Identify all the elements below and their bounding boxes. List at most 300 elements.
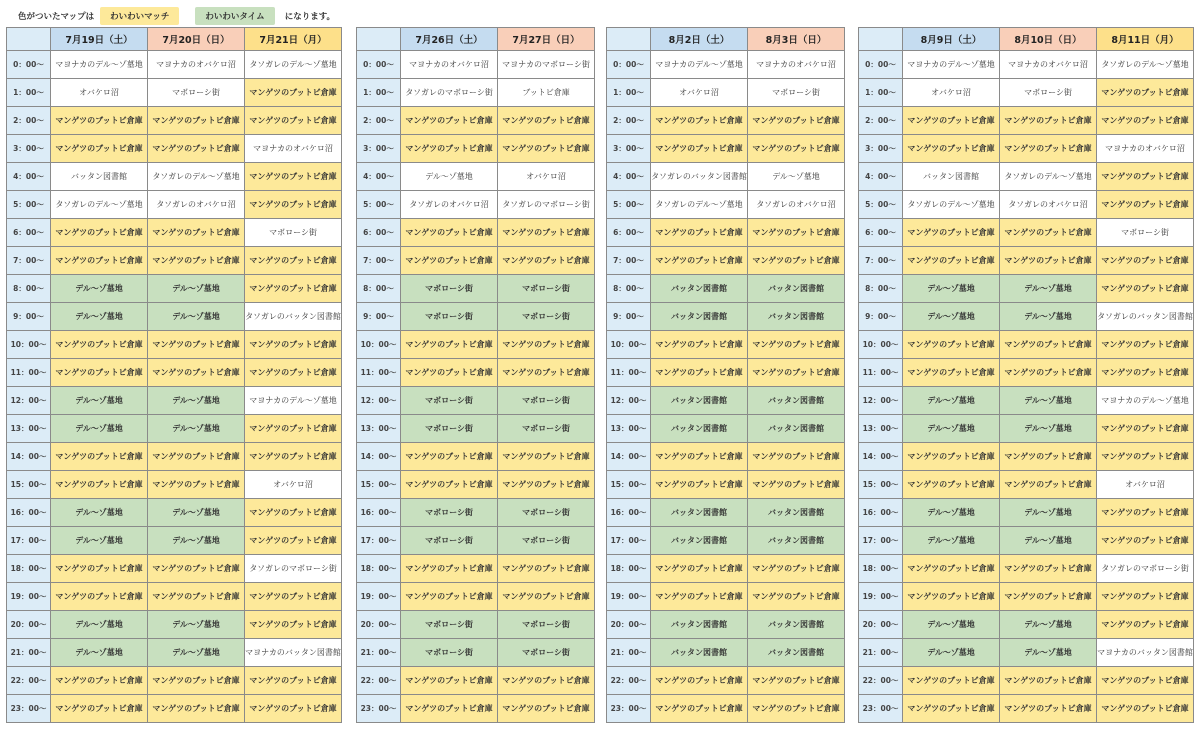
map-cell: マンゲツのブットビ倉庫 xyxy=(148,247,245,275)
map-cell: マンゲツのブットビ倉庫 xyxy=(1000,247,1097,275)
map-cell: バッタン図書館 xyxy=(748,499,845,527)
table-row xyxy=(607,695,845,723)
time-cell: 10：00〜 xyxy=(357,331,401,359)
map-cell: マンゲツのブットビ倉庫 xyxy=(245,499,342,527)
table-row xyxy=(357,331,595,359)
map-cell: マンゲツのブットビ倉庫 xyxy=(245,191,342,219)
map-cell: マンゲツのブットビ倉庫 xyxy=(498,667,595,695)
time-cell: 2：00〜 xyxy=(859,107,903,135)
map-cell: マンゲツのブットビ倉庫 xyxy=(1000,471,1097,499)
map-cell: マヨナカのデル〜ゾ墓地 xyxy=(51,51,148,79)
time-cell: 16：00〜 xyxy=(357,499,401,527)
table-row xyxy=(7,667,342,695)
time-cell: 6：00〜 xyxy=(859,219,903,247)
map-cell: デル〜ゾ墓地 xyxy=(903,611,1000,639)
schedule-table xyxy=(858,27,1194,723)
table-row xyxy=(7,303,342,331)
time-cell: 5：00〜 xyxy=(7,191,51,219)
time-cell: 13：00〜 xyxy=(607,415,651,443)
map-cell: デル〜ゾ墓地 xyxy=(148,639,245,667)
map-cell: マヨナカのオバケロ沼 xyxy=(1000,51,1097,79)
time-cell: 6：00〜 xyxy=(607,219,651,247)
table-row xyxy=(357,667,595,695)
time-cell: 20：00〜 xyxy=(7,611,51,639)
map-cell: マンゲツのブットビ倉庫 xyxy=(401,219,498,247)
table-row xyxy=(859,387,1194,415)
map-cell: マンゲツのブットビ倉庫 xyxy=(903,331,1000,359)
map-cell: デル〜ゾ墓地 xyxy=(51,415,148,443)
table-row xyxy=(607,387,845,415)
table-row xyxy=(357,443,595,471)
map-cell: マンゲツのブットビ倉庫 xyxy=(1000,555,1097,583)
map-cell: マンゲツのブットビ倉庫 xyxy=(245,163,342,191)
time-cell: 9：00〜 xyxy=(607,303,651,331)
time-cell: 11：00〜 xyxy=(357,359,401,387)
table-row xyxy=(859,163,1194,191)
table-row xyxy=(357,359,595,387)
table-row xyxy=(859,583,1194,611)
map-cell: デル〜ゾ墓地 xyxy=(51,387,148,415)
table-row xyxy=(859,219,1194,247)
time-cell: 10：00〜 xyxy=(7,331,51,359)
map-cell: マンゲツのブットビ倉庫 xyxy=(651,107,748,135)
map-cell: デル〜ゾ墓地 xyxy=(51,303,148,331)
map-cell: タソガレのバッタン図書館 xyxy=(1097,303,1194,331)
time-cell: 14：00〜 xyxy=(607,443,651,471)
map-cell: マンゲツのブットビ倉庫 xyxy=(51,219,148,247)
map-cell: マンゲツのブットビ倉庫 xyxy=(651,359,748,387)
time-cell: 3：00〜 xyxy=(7,135,51,163)
map-cell: マンゲツのブットビ倉庫 xyxy=(903,667,1000,695)
map-cell: マンゲツのブットビ倉庫 xyxy=(51,359,148,387)
table-row xyxy=(357,583,595,611)
time-cell: 9：00〜 xyxy=(7,303,51,331)
time-cell: 1：00〜 xyxy=(7,79,51,107)
map-cell: タソガレのデル〜ゾ墓地 xyxy=(1097,51,1194,79)
date-header: 7月27日（日） xyxy=(498,28,595,51)
table-row xyxy=(607,331,845,359)
time-cell: 13：00〜 xyxy=(7,415,51,443)
map-cell: マンゲツのブットビ倉庫 xyxy=(245,247,342,275)
time-cell: 9：00〜 xyxy=(859,303,903,331)
time-cell: 22：00〜 xyxy=(7,667,51,695)
table-row xyxy=(607,247,845,275)
map-cell: マボローシ街 xyxy=(498,275,595,303)
map-cell: マンゲツのブットビ倉庫 xyxy=(903,695,1000,723)
map-cell: デル〜ゾ墓地 xyxy=(51,275,148,303)
map-cell: マンゲツのブットビ倉庫 xyxy=(1000,135,1097,163)
map-cell: マボローシ街 xyxy=(498,499,595,527)
map-cell: マヨナカのオバケロ沼 xyxy=(1097,135,1194,163)
map-cell: デル〜ゾ墓地 xyxy=(1000,611,1097,639)
table-row xyxy=(7,219,342,247)
map-cell: マンゲツのブットビ倉庫 xyxy=(401,135,498,163)
table-row xyxy=(607,443,845,471)
map-cell: マンゲツのブットビ倉庫 xyxy=(748,219,845,247)
map-cell: マンゲツのブットビ倉庫 xyxy=(401,471,498,499)
map-cell: タソガレのマボローシ街 xyxy=(498,191,595,219)
map-cell: マンゲツのブットビ倉庫 xyxy=(903,247,1000,275)
table-row xyxy=(357,247,595,275)
map-cell: マンゲツのブットビ倉庫 xyxy=(1097,191,1194,219)
map-cell: デル〜ゾ墓地 xyxy=(1000,303,1097,331)
map-cell: マンゲツのブットビ倉庫 xyxy=(1000,667,1097,695)
time-cell: 18：00〜 xyxy=(357,555,401,583)
map-cell: マヨナカのマボローシ街 xyxy=(498,51,595,79)
table-row xyxy=(859,667,1194,695)
map-cell: バッタン図書館 xyxy=(651,415,748,443)
map-cell: マボローシ街 xyxy=(245,219,342,247)
map-cell: マンゲツのブットビ倉庫 xyxy=(748,667,845,695)
time-cell: 7：00〜 xyxy=(7,247,51,275)
time-cell: 21：00〜 xyxy=(7,639,51,667)
table-row xyxy=(859,79,1194,107)
date-header: 7月20日（日） xyxy=(148,28,245,51)
map-cell: マンゲツのブットビ倉庫 xyxy=(401,443,498,471)
map-cell: マンゲツのブットビ倉庫 xyxy=(245,359,342,387)
map-cell: マンゲツのブットビ倉庫 xyxy=(651,695,748,723)
table-row xyxy=(357,303,595,331)
time-cell: 23：00〜 xyxy=(859,695,903,723)
date-header: 8月3日（日） xyxy=(748,28,845,51)
map-cell: マンゲツのブットビ倉庫 xyxy=(651,247,748,275)
map-cell: マボローシ街 xyxy=(401,499,498,527)
map-cell: マンゲツのブットビ倉庫 xyxy=(1000,695,1097,723)
time-cell: 5：00〜 xyxy=(607,191,651,219)
table-row xyxy=(607,79,845,107)
table-row xyxy=(859,555,1194,583)
map-cell: マンゲツのブットビ倉庫 xyxy=(148,107,245,135)
table-row xyxy=(7,79,342,107)
map-cell: マンゲツのブットビ倉庫 xyxy=(148,555,245,583)
map-cell: タソガレのデル〜ゾ墓地 xyxy=(1000,163,1097,191)
map-cell: バッタン図書館 xyxy=(651,275,748,303)
map-cell: マンゲツのブットビ倉庫 xyxy=(1097,667,1194,695)
date-header: 7月21日（月） xyxy=(245,28,342,51)
table-row xyxy=(357,611,595,639)
map-cell: バッタン図書館 xyxy=(748,303,845,331)
table-row xyxy=(607,555,845,583)
map-cell: マンゲツのブットビ倉庫 xyxy=(1000,107,1097,135)
map-cell: マンゲツのブットビ倉庫 xyxy=(903,135,1000,163)
map-cell: マンゲツのブットビ倉庫 xyxy=(51,107,148,135)
time-cell: 13：00〜 xyxy=(357,415,401,443)
time-cell: 16：00〜 xyxy=(859,499,903,527)
table-row xyxy=(607,583,845,611)
map-cell: マンゲツのブットビ倉庫 xyxy=(1000,331,1097,359)
map-cell: マンゲツのブットビ倉庫 xyxy=(651,443,748,471)
map-cell: マンゲツのブットビ倉庫 xyxy=(245,667,342,695)
table-row xyxy=(357,471,595,499)
time-cell: 7：00〜 xyxy=(357,247,401,275)
map-cell: マンゲツのブットビ倉庫 xyxy=(1000,219,1097,247)
map-cell: デル〜ゾ墓地 xyxy=(148,527,245,555)
map-cell: バッタン図書館 xyxy=(651,303,748,331)
map-cell: マンゲツのブットビ倉庫 xyxy=(748,331,845,359)
time-cell: 4：00〜 xyxy=(7,163,51,191)
time-cell: 15：00〜 xyxy=(607,471,651,499)
map-cell: マンゲツのブットビ倉庫 xyxy=(51,667,148,695)
map-cell: マンゲツのブットビ倉庫 xyxy=(148,135,245,163)
map-cell: マンゲツのブットビ倉庫 xyxy=(245,331,342,359)
time-cell: 4：00〜 xyxy=(607,163,651,191)
time-cell: 22：00〜 xyxy=(859,667,903,695)
map-cell: マンゲツのブットビ倉庫 xyxy=(51,331,148,359)
table-row xyxy=(859,359,1194,387)
time-cell: 22：00〜 xyxy=(607,667,651,695)
map-cell: マンゲツのブットビ倉庫 xyxy=(748,359,845,387)
table-row xyxy=(859,611,1194,639)
time-cell: 23：00〜 xyxy=(607,695,651,723)
table-row xyxy=(7,499,342,527)
map-cell: マンゲツのブットビ倉庫 xyxy=(903,359,1000,387)
map-cell: マンゲツのブットビ倉庫 xyxy=(401,247,498,275)
time-cell: 13：00〜 xyxy=(859,415,903,443)
legend-prefix: 色がついたマップは xyxy=(18,12,95,22)
map-cell: マンゲツのブットビ倉庫 xyxy=(51,555,148,583)
time-cell: 12：00〜 xyxy=(7,387,51,415)
map-cell: オバケロ沼 xyxy=(498,163,595,191)
map-cell: マンゲツのブットビ倉庫 xyxy=(51,583,148,611)
table-row xyxy=(7,359,342,387)
map-cell: マンゲツのブットビ倉庫 xyxy=(748,583,845,611)
time-cell: 6：00〜 xyxy=(357,219,401,247)
time-cell: 8：00〜 xyxy=(7,275,51,303)
map-cell: デル〜ゾ墓地 xyxy=(903,387,1000,415)
time-cell: 1：00〜 xyxy=(357,79,401,107)
table-row xyxy=(7,583,342,611)
table-row xyxy=(7,247,342,275)
map-cell: マンゲツのブットビ倉庫 xyxy=(651,135,748,163)
table-row xyxy=(607,499,845,527)
time-cell: 2：00〜 xyxy=(607,107,651,135)
time-cell: 9：00〜 xyxy=(357,303,401,331)
date-header: 8月11日（月） xyxy=(1097,28,1194,51)
table-row xyxy=(607,527,845,555)
map-cell: マンゲツのブットビ倉庫 xyxy=(245,415,342,443)
map-cell: マンゲツのブットビ倉庫 xyxy=(498,695,595,723)
time-cell: 14：00〜 xyxy=(357,443,401,471)
table-row xyxy=(7,387,342,415)
table-row xyxy=(357,51,595,79)
table-row xyxy=(7,443,342,471)
map-cell: マンゲツのブットビ倉庫 xyxy=(498,583,595,611)
time-cell: 18：00〜 xyxy=(607,555,651,583)
table-row xyxy=(607,107,845,135)
map-cell: マンゲツのブットビ倉庫 xyxy=(748,471,845,499)
map-cell: デル〜ゾ墓地 xyxy=(51,527,148,555)
map-cell: デル〜ゾ墓地 xyxy=(1000,527,1097,555)
table-row xyxy=(357,107,595,135)
map-cell: デル〜ゾ墓地 xyxy=(148,611,245,639)
map-cell: マンゲツのブットビ倉庫 xyxy=(401,555,498,583)
time-cell: 5：00〜 xyxy=(357,191,401,219)
time-cell: 11：00〜 xyxy=(607,359,651,387)
table-row xyxy=(7,639,342,667)
time-cell: 8：00〜 xyxy=(859,275,903,303)
table-row xyxy=(859,695,1194,723)
time-cell: 10：00〜 xyxy=(859,331,903,359)
map-cell: タソガレのデル〜ゾ墓地 xyxy=(148,163,245,191)
map-cell: タソガレのマボローシ街 xyxy=(1097,555,1194,583)
time-cell: 8：00〜 xyxy=(607,275,651,303)
table-row xyxy=(357,135,595,163)
time-cell: 6：00〜 xyxy=(7,219,51,247)
map-cell: マンゲツのブットビ倉庫 xyxy=(51,135,148,163)
map-cell: マボローシ街 xyxy=(401,611,498,639)
map-cell: マンゲツのブットビ倉庫 xyxy=(1097,583,1194,611)
map-cell: マンゲツのブットビ倉庫 xyxy=(245,79,342,107)
time-cell: 2：00〜 xyxy=(357,107,401,135)
map-cell: マンゲツのブットビ倉庫 xyxy=(245,527,342,555)
map-cell: デル〜ゾ墓地 xyxy=(1000,387,1097,415)
time-cell: 10：00〜 xyxy=(607,331,651,359)
map-cell: デル〜ゾ墓地 xyxy=(148,499,245,527)
map-cell: オバケロ沼 xyxy=(651,79,748,107)
map-cell: マボローシ街 xyxy=(498,387,595,415)
map-cell: デル〜ゾ墓地 xyxy=(1000,275,1097,303)
map-cell: デル〜ゾ墓地 xyxy=(1000,415,1097,443)
table-row xyxy=(859,499,1194,527)
time-cell: 20：00〜 xyxy=(859,611,903,639)
map-cell: タソガレのオバケロ沼 xyxy=(1000,191,1097,219)
table-row xyxy=(357,415,595,443)
map-cell: マンゲツのブットビ倉庫 xyxy=(51,695,148,723)
table-row xyxy=(7,611,342,639)
table-row xyxy=(7,51,342,79)
map-cell: タソガレのマボローシ街 xyxy=(245,555,342,583)
time-cell: 8：00〜 xyxy=(357,275,401,303)
time-cell: 0：00〜 xyxy=(7,51,51,79)
time-cell: 22：00〜 xyxy=(357,667,401,695)
map-cell: ブットビ倉庫 xyxy=(498,79,595,107)
map-cell: マボローシ街 xyxy=(1097,219,1194,247)
time-cell: 14：00〜 xyxy=(7,443,51,471)
map-cell: タソガレのデル〜ゾ墓地 xyxy=(903,191,1000,219)
map-cell: バッタン図書館 xyxy=(651,499,748,527)
map-cell: マンゲツのブットビ倉庫 xyxy=(903,583,1000,611)
schedule-table xyxy=(356,27,595,723)
map-cell: マンゲツのブットビ倉庫 xyxy=(903,471,1000,499)
map-cell: デル〜ゾ墓地 xyxy=(903,415,1000,443)
map-cell: マンゲツのブットビ倉庫 xyxy=(51,471,148,499)
map-cell: バッタン図書館 xyxy=(748,275,845,303)
map-cell: タソガレのバッタン図書館 xyxy=(245,303,342,331)
time-cell: 12：00〜 xyxy=(357,387,401,415)
map-cell: マボローシ街 xyxy=(1000,79,1097,107)
time-cell: 17：00〜 xyxy=(607,527,651,555)
map-cell: マンゲツのブットビ倉庫 xyxy=(651,471,748,499)
table-row xyxy=(357,499,595,527)
map-cell: デル〜ゾ墓地 xyxy=(1000,499,1097,527)
table-row xyxy=(7,275,342,303)
table-row xyxy=(357,527,595,555)
map-cell: マボローシ街 xyxy=(401,303,498,331)
map-cell: マンゲツのブットビ倉庫 xyxy=(748,247,845,275)
map-cell: マンゲツのブットビ倉庫 xyxy=(51,247,148,275)
map-cell: マボローシ街 xyxy=(401,415,498,443)
map-cell: マンゲツのブットビ倉庫 xyxy=(748,443,845,471)
table-row xyxy=(607,163,845,191)
time-cell: 20：00〜 xyxy=(357,611,401,639)
map-cell: マンゲツのブットビ倉庫 xyxy=(1097,695,1194,723)
table-row xyxy=(607,303,845,331)
map-cell: マヨナカのオバケロ沼 xyxy=(748,51,845,79)
map-cell: デル〜ゾ墓地 xyxy=(148,415,245,443)
header-row xyxy=(357,28,595,51)
legend-time-chip: わいわいタイム xyxy=(195,7,274,25)
map-cell: マボローシ街 xyxy=(401,387,498,415)
table-row xyxy=(607,611,845,639)
table-row xyxy=(7,471,342,499)
map-cell: マボローシ街 xyxy=(401,527,498,555)
time-cell: 11：00〜 xyxy=(859,359,903,387)
map-cell: マンゲツのブットビ倉庫 xyxy=(245,695,342,723)
date-header: 7月19日（土） xyxy=(51,28,148,51)
map-cell: マボローシ街 xyxy=(498,611,595,639)
map-cell: マヨナカのバッタン図書館 xyxy=(245,639,342,667)
time-cell: 7：00〜 xyxy=(607,247,651,275)
time-cell: 3：00〜 xyxy=(357,135,401,163)
time-cell: 20：00〜 xyxy=(607,611,651,639)
time-cell: 0：00〜 xyxy=(859,51,903,79)
map-cell: マンゲツのブットビ倉庫 xyxy=(1097,443,1194,471)
time-cell: 18：00〜 xyxy=(7,555,51,583)
time-cell: 5：00〜 xyxy=(859,191,903,219)
map-cell: マンゲツのブットビ倉庫 xyxy=(498,331,595,359)
map-cell: マンゲツのブットビ倉庫 xyxy=(148,219,245,247)
table-row xyxy=(7,163,342,191)
map-cell: マンゲツのブットビ倉庫 xyxy=(498,135,595,163)
map-cell: マンゲツのブットビ倉庫 xyxy=(1097,415,1194,443)
table-row xyxy=(357,219,595,247)
table-row xyxy=(607,135,845,163)
map-cell: マンゲツのブットビ倉庫 xyxy=(651,331,748,359)
table-row xyxy=(607,359,845,387)
table-row xyxy=(859,191,1194,219)
map-cell: マヨナカのデル〜ゾ墓地 xyxy=(903,51,1000,79)
map-cell: マンゲツのブットビ倉庫 xyxy=(148,583,245,611)
map-cell: マヨナカのオバケロ沼 xyxy=(148,51,245,79)
map-cell: オバケロ沼 xyxy=(903,79,1000,107)
map-cell: マンゲツのブットビ倉庫 xyxy=(748,695,845,723)
table-row xyxy=(607,191,845,219)
time-cell: 14：00〜 xyxy=(859,443,903,471)
map-cell: タソガレのデル〜ゾ墓地 xyxy=(51,191,148,219)
map-cell: デル〜ゾ墓地 xyxy=(903,275,1000,303)
time-cell: 15：00〜 xyxy=(7,471,51,499)
table-row xyxy=(357,639,595,667)
time-cell: 12：00〜 xyxy=(859,387,903,415)
table-row xyxy=(357,555,595,583)
table-row xyxy=(859,443,1194,471)
table-row xyxy=(357,163,595,191)
time-cell: 17：00〜 xyxy=(357,527,401,555)
map-cell: マンゲツのブットビ倉庫 xyxy=(148,331,245,359)
map-cell: マンゲツのブットビ倉庫 xyxy=(903,219,1000,247)
time-cell: 18：00〜 xyxy=(859,555,903,583)
time-cell: 4：00〜 xyxy=(357,163,401,191)
time-cell: 2：00〜 xyxy=(7,107,51,135)
map-cell: マヨナカのデル〜ゾ墓地 xyxy=(1097,387,1194,415)
map-cell: マンゲツのブットビ倉庫 xyxy=(401,107,498,135)
time-cell: 0：00〜 xyxy=(607,51,651,79)
map-cell: オバケロ沼 xyxy=(51,79,148,107)
table-row xyxy=(7,555,342,583)
map-cell: マンゲツのブットビ倉庫 xyxy=(1097,359,1194,387)
map-cell: マヨナカのバッタン図書館 xyxy=(1097,639,1194,667)
map-cell: マンゲツのブットビ倉庫 xyxy=(1097,79,1194,107)
